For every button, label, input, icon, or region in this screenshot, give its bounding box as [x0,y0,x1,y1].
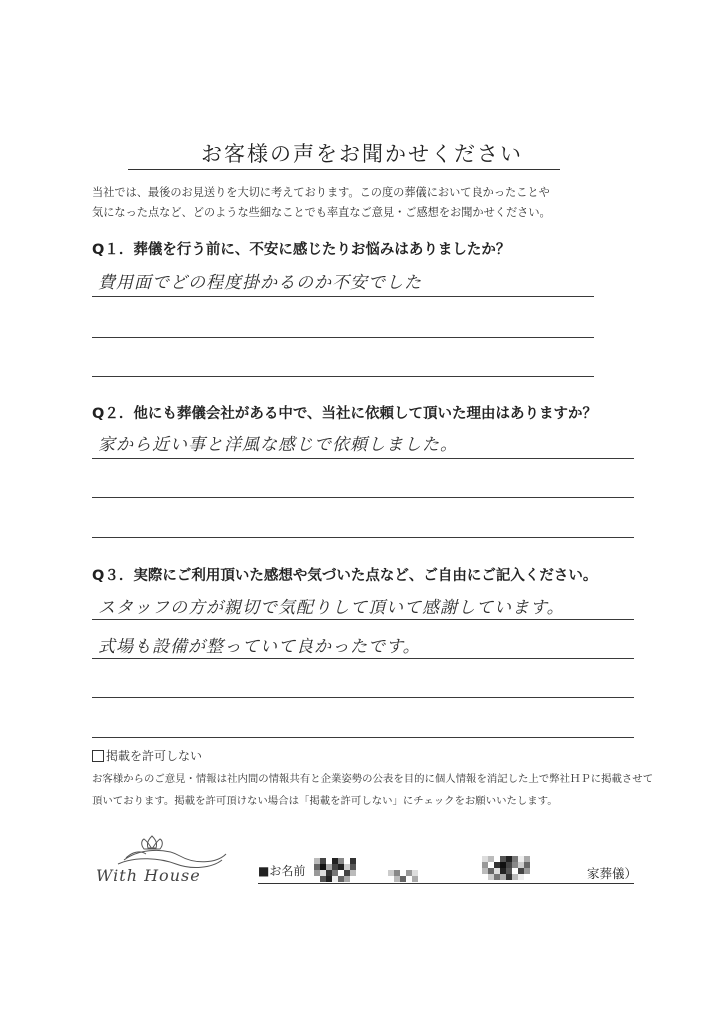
answer-line [92,658,634,659]
name-label: ■お名前 [258,864,306,878]
answer-3-line-1: スタッフの方が親切で気配りして頂いて感謝しています。 [98,598,565,618]
title-underline [128,169,560,170]
answer-line [92,497,634,498]
answer-line [92,337,594,338]
consent-checkbox[interactable] [92,750,104,762]
answer-line [92,376,594,377]
answer-3-line-2: 式場も設備が整っていて良かったです。 [98,637,421,657]
consent-notice-line-2: 頂いております。掲載を許可頂けない場合は「掲載を許可しない」にチェックをお願いいたします。 [92,795,558,807]
intro-line-2: 気になった点など、どのような些細なことでも率直なご意見・ご感想をお聞かせください。 [92,206,551,219]
consent-checkbox-label: 掲載を許可しない [106,749,203,763]
question-1: Q１．葬儀を行う前に、不安に感じたりお悩みはありましたか？ [92,242,511,258]
consent-checkbox-row[interactable] [92,747,202,764]
redacted-name-mosaic [314,858,356,882]
answer-line [92,697,634,698]
question-2: Q２．他にも葬儀会社がある中で、当社に依頼して頂いた理由はありますか？ [92,406,598,422]
question-3: Q３．実際にご利用頂いた感想や気づいた点など、ご自由にご記入ください。 [92,568,598,584]
answer-1-line-1: 費用面でどの程度掛かるのか不安でした [98,273,422,293]
answer-line [92,737,634,738]
answer-line [92,458,634,459]
name-suffix: 家葬儀） [587,866,638,881]
consent-notice-line-1: お客様からのご意見・情報は社内間の情報共有と企業姿勢の公表を目的に個人情報を消記した上で弊社ＨＰに掲載させて [92,773,654,785]
answer-2-line-1: 家から近い事と洋風な感じで依頼しました。 [98,435,458,455]
company-logo-text: With House [96,866,201,885]
answer-line [92,619,634,620]
consent-notice [92,768,653,812]
intro-line-1: 当社では、最後のお見送りを大切に考えております。この度の葬儀において良かったことや [92,186,550,199]
name-underline [258,883,634,884]
intro-text [92,183,652,223]
answer-line [92,296,594,297]
page-title: お客様の声をお聞かせください [201,142,523,166]
redacted-name-mosaic [482,856,530,880]
redacted-name-mosaic [388,870,418,882]
answer-line [92,537,634,538]
